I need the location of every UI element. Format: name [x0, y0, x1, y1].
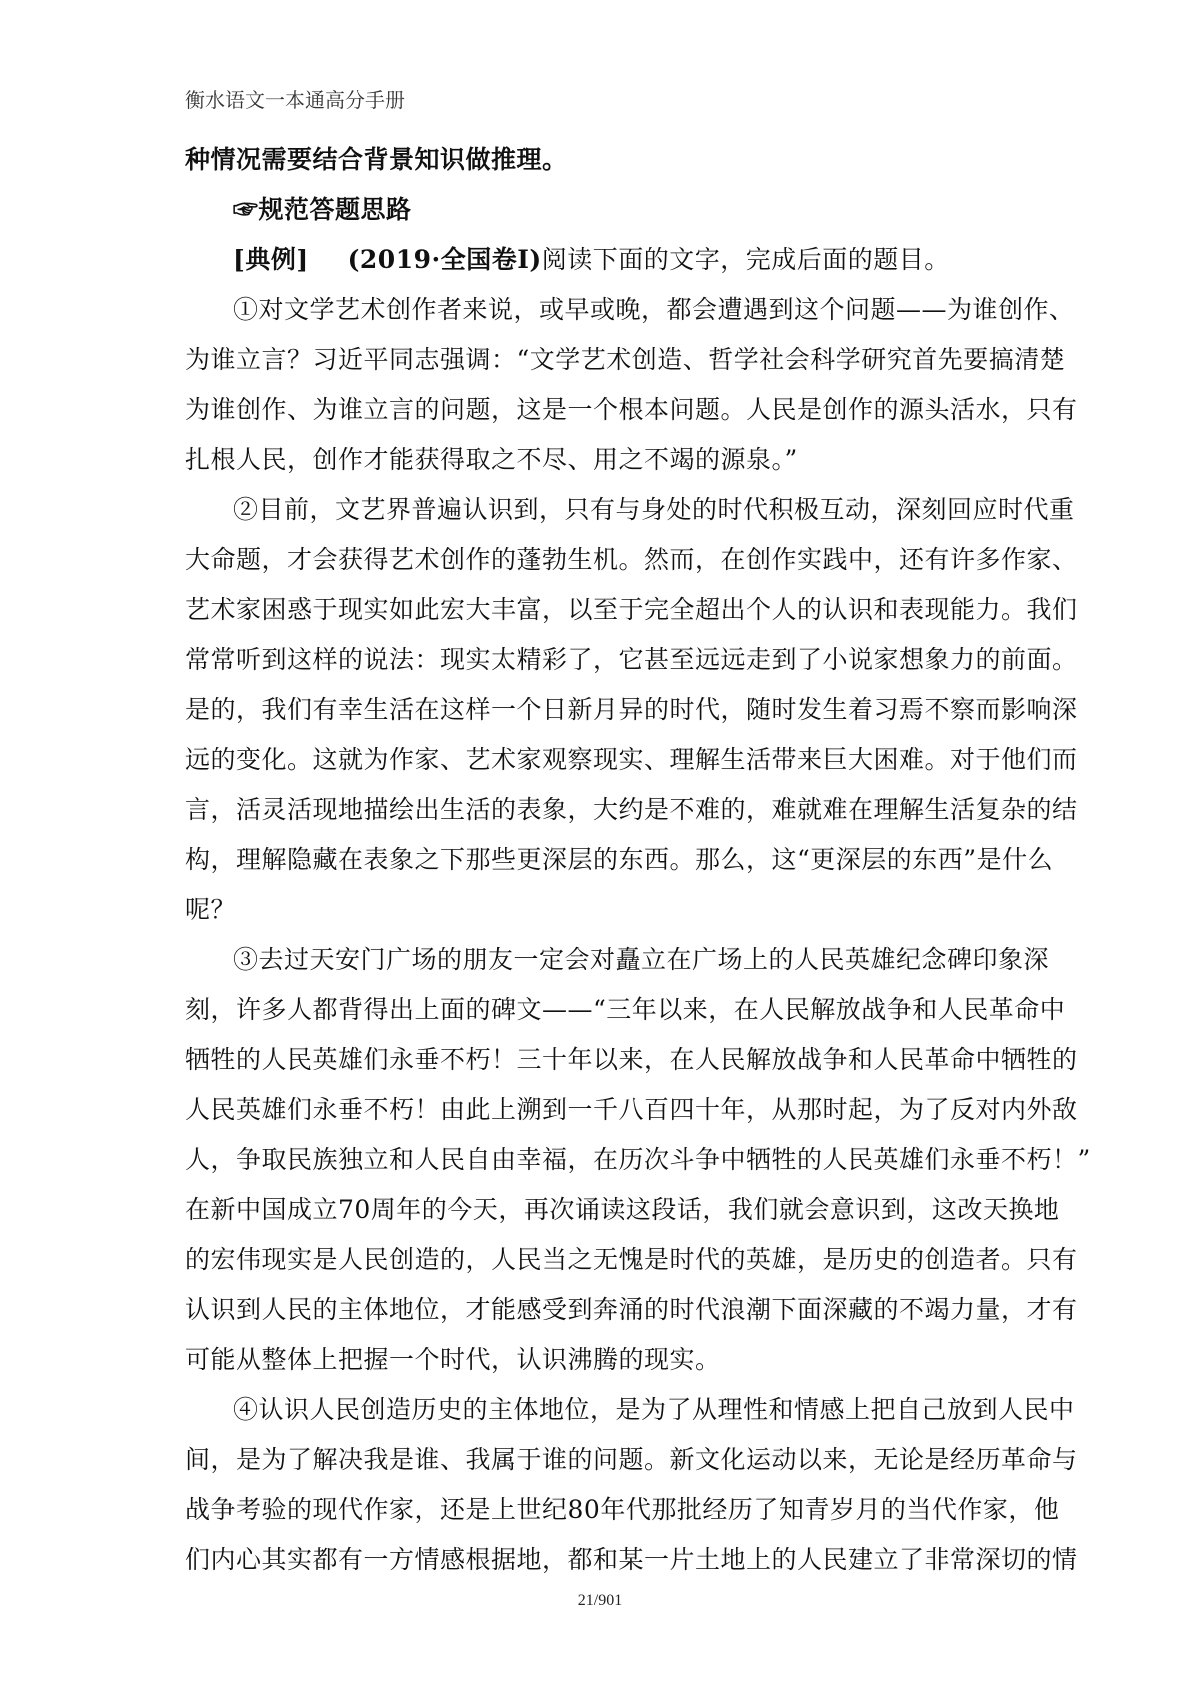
- paragraph-line: 为谁立言？习近平同志强调：“文学艺术创造、哲学社会科学研究首先要搞清楚: [185, 345, 1066, 374]
- paragraph-line: 牺牲的人民英雄们永垂不朽！三十年以来，在人民解放战争和人民革命中牺牲的: [185, 1045, 1078, 1074]
- example-source: (2019·全国卷Ⅰ): [347, 245, 542, 274]
- paragraph-line: 间，是为了解决我是谁、我属于谁的问题。新文化运动以来，无论是经历革命与: [185, 1445, 1078, 1474]
- paragraph-line: 的宏伟现实是人民创造的，人民当之无愧是时代的英雄，是历史的创造者。只有: [185, 1245, 1078, 1274]
- paragraph-line: 远的变化。这就为作家、艺术家观察现实、理解生活带来巨大困难。对于他们而: [185, 745, 1078, 774]
- paragraph-line: 们内心其实都有一方情感根据地，都和某一片土地上的人民建立了非常深切的情: [185, 1545, 1078, 1574]
- paragraph-line: 呢？: [185, 895, 237, 924]
- paragraph-line: 是的，我们有幸生活在这样一个日新月异的时代，随时发生着习焉不察而影响深: [185, 695, 1078, 724]
- paragraph-line: 战争考验的现代作家，还是上世纪80年代那批经历了知青岁月的当代作家，他: [185, 1495, 1060, 1524]
- paragraph-line: 可能从整体上把握一个时代，认识沸腾的现实。: [185, 1345, 721, 1374]
- paragraph-line: 为谁创作、为谁立言的问题，这是一个根本问题。人民是创作的源头活水，只有: [185, 395, 1078, 424]
- page-body: [185, 135, 1091, 1585]
- paragraph-line: 认识到人民的主体地位，才能感受到奔涌的时代浪潮下面深藏的不竭力量，才有: [185, 1295, 1078, 1324]
- paragraph-line: 人，争取民族独立和人民自由幸福，在历次斗争中牺牲的人民英雄们永垂不朽！”: [185, 1145, 1091, 1174]
- paragraph-1: [185, 285, 1078, 485]
- paragraph-4: [185, 1385, 1078, 1585]
- paragraph-line: ②目前，文艺界普遍认识到，只有与身处的时代积极互动，深刻回应时代重: [233, 495, 1075, 524]
- paragraph-line: 刻，许多人都背得出上面的碑文——“三年以来，在人民解放战争和人民革命中: [185, 995, 1066, 1024]
- section-heading: ☞规范答题思路: [233, 195, 412, 224]
- paragraph-line: 艺术家困惑于现实如此宏大丰富，以至于完全超出个人的认识和表现能力。我们: [185, 595, 1078, 624]
- paragraph-line: 大命题，才会获得艺术创作的蓬勃生机。然而，在创作实践中，还有许多作家、: [185, 545, 1078, 574]
- paragraph-line: 言，活灵活现地描绘出生活的表象，大约是不难的，难就难在理解生活复杂的结: [185, 795, 1078, 824]
- paragraph-2: [185, 485, 1078, 935]
- paragraph-line: ①对文学艺术创作者来说，或早或晚，都会遭遇到这个问题——为谁创作、: [233, 295, 1075, 324]
- paragraph-line: ③去过天安门广场的朋友一定会对矗立在广场上的人民英雄纪念碑印象深: [233, 945, 1050, 974]
- example-line: [185, 235, 1025, 285]
- paragraph-3: [185, 935, 1091, 1385]
- example-instruction: 阅读下面的文字，完成后面的题目。: [541, 245, 950, 274]
- paragraph-line: 扎根人民，创作才能获得取之不尽、用之不竭的源泉。”: [185, 445, 798, 474]
- paragraph-line: 人民英雄们永垂不朽！由此上溯到一千八百四十年，从那时起，为了反对内外敌: [185, 1095, 1078, 1124]
- continuation-line: 种情况需要结合背景知识做推理。: [185, 145, 568, 174]
- example-label: [典例]: [233, 245, 309, 274]
- paragraph-line: 在新中国成立70周年的今天，再次诵读这段话，我们就会意识到，这改天换地: [185, 1195, 1060, 1224]
- page-number: 21/901: [577, 1592, 623, 1609]
- paragraph-line: ④认识人民创造历史的主体地位，是为了从理性和情感上把自己放到人民中: [233, 1395, 1075, 1424]
- paragraph-line: 常常听到这样的说法：现实太精彩了，它甚至远远走到了小说家想象力的前面。: [185, 645, 1078, 674]
- running-header: 衡水语文一本通高分手册: [185, 88, 405, 112]
- paragraph-line: 构，理解隐藏在表象之下那些更深层的东西。那么，这“更深层的东西”是什么: [185, 845, 1054, 874]
